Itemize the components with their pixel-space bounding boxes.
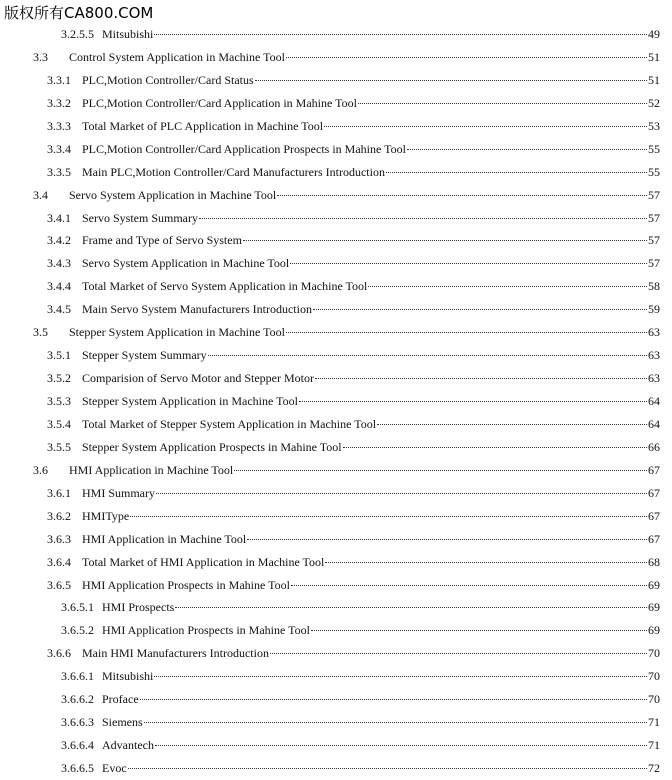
toc-entry[interactable]: [0, 321, 672, 344]
toc-entry[interactable]: [0, 184, 672, 207]
toc-page-number[interactable]: 57: [648, 210, 660, 225]
toc-section-number: 3.3.4: [47, 141, 71, 156]
toc-page-number[interactable]: 67: [648, 508, 660, 523]
toc-entry-line[interactable]: [47, 275, 660, 298]
toc-dot-leader: [290, 263, 647, 264]
toc-entry-line[interactable]: [47, 252, 660, 275]
toc-dot-leader: [140, 699, 647, 700]
toc-section-title[interactable]: Frame and Type of Servo System: [82, 233, 242, 248]
watermark: 版权所有CA800.COM: [4, 4, 154, 22]
toc-section-number: 3.6.5.2: [61, 623, 94, 638]
toc-dot-leader: [154, 34, 647, 35]
toc-section-title[interactable]: Stepper System Summary: [82, 348, 207, 363]
toc-dot-leader: [130, 516, 647, 517]
toc-entry-line[interactable]: [61, 757, 660, 780]
toc-entry-line[interactable]: [47, 138, 660, 161]
toc-page-number[interactable]: 51: [648, 72, 660, 87]
toc-dot-leader: [299, 401, 647, 402]
toc-entry-line[interactable]: [47, 69, 660, 92]
toc-entry[interactable]: [0, 298, 672, 321]
toc-entry[interactable]: [0, 138, 672, 161]
toc-entry[interactable]: [0, 252, 672, 275]
toc-dot-leader: [199, 218, 647, 219]
toc-entry-line[interactable]: [47, 551, 660, 574]
toc-section-title[interactable]: HMI Application in Machine Tool: [69, 462, 234, 477]
toc-dot-leader: [286, 332, 647, 333]
toc-section-number: 3.6.6.3: [61, 715, 94, 730]
toc-dot-leader: [234, 470, 647, 471]
toc-entry-line[interactable]: [47, 92, 660, 115]
toc-entry[interactable]: [0, 46, 672, 69]
toc-entry[interactable]: [0, 161, 672, 184]
toc-page-number[interactable]: 63: [648, 325, 660, 340]
toc-entry[interactable]: [0, 665, 672, 688]
toc-section-title[interactable]: Servo System Summary: [82, 210, 198, 225]
toc-dot-leader: [154, 676, 647, 677]
toc-page-number[interactable]: 67: [648, 531, 660, 546]
toc-entry-line[interactable]: [47, 642, 660, 665]
toc-dot-leader: [324, 126, 647, 127]
toc-section-title[interactable]: HMI Summary: [82, 485, 155, 500]
toc-dot-leader: [270, 653, 647, 654]
toc-section-number: 3.6.5.1: [61, 600, 94, 615]
toc-section-title[interactable]: PLC,Motion Controller/Card Status: [82, 72, 254, 87]
toc-dot-leader: [286, 57, 647, 58]
toc-page-number[interactable]: 69: [648, 600, 660, 615]
toc-page-number[interactable]: 57: [648, 256, 660, 271]
toc-section-title[interactable]: HMI Prospects: [102, 600, 175, 615]
toc-section-title[interactable]: PLC,Motion Controller/Card Application in Mahine Tool: [82, 95, 357, 110]
toc-dot-leader: [208, 355, 647, 356]
toc-entry-line[interactable]: [61, 619, 660, 642]
toc-page-number[interactable]: 69: [648, 623, 660, 638]
toc-section-title[interactable]: Total Market of HMI Application in Machine Tool: [82, 554, 325, 569]
toc-section-number: 3.4.3: [47, 256, 71, 271]
toc-page-number[interactable]: 63: [648, 371, 660, 386]
toc-section-number: 3.5.3: [47, 394, 71, 408]
toc-dot-leader: [128, 768, 647, 769]
toc-section-number: 3.4.5: [47, 302, 71, 317]
toc-page-number[interactable]: 69: [648, 577, 660, 592]
toc-entry-line[interactable]: [47, 298, 660, 321]
toc-dot-leader: [255, 80, 647, 81]
toc-page-number[interactable]: 72: [648, 761, 660, 775]
toc-section-title[interactable]: Evoc: [102, 761, 127, 775]
toc-entry-line[interactable]: [47, 115, 660, 138]
toc-section-title[interactable]: Main PLC,Motion Controller/Card Manufacturers Introduction: [82, 164, 385, 179]
toc-section-title[interactable]: Proface: [102, 692, 139, 707]
toc-page-number[interactable]: 68: [648, 554, 660, 569]
toc-page-number[interactable]: 57: [648, 233, 660, 248]
toc-page-number[interactable]: 67: [648, 485, 660, 500]
toc-section-title[interactable]: Total Market of Stepper System Application in Machine Tool: [82, 416, 377, 431]
toc-dot-leader: [311, 630, 647, 631]
toc-entry-line[interactable]: [47, 505, 660, 528]
toc-section-number: 3.3.3: [47, 118, 71, 133]
toc-entry[interactable]: [0, 367, 672, 390]
toc-entry[interactable]: [0, 528, 672, 551]
toc-section-title[interactable]: Comparision of Servo Motor and Stepper Motor: [82, 371, 314, 386]
toc-section-title[interactable]: Main Servo System Manufacturers Introduction: [82, 302, 312, 317]
toc-entry[interactable]: [0, 69, 672, 92]
toc-section-title[interactable]: HMI Application in Machine Tool: [82, 531, 247, 546]
toc-entry-line[interactable]: [61, 23, 660, 46]
toc-entry-line[interactable]: [61, 711, 660, 734]
toc-dot-leader: [247, 539, 647, 540]
toc-section-number: 3.3.5: [47, 164, 71, 179]
toc-page-number[interactable]: 55: [648, 164, 660, 179]
toc-section-number: 3.6.6.5: [61, 761, 94, 775]
toc-page-number[interactable]: 53: [648, 118, 660, 133]
toc-dot-leader: [155, 745, 647, 746]
toc-entry-line[interactable]: [47, 574, 660, 597]
toc-dot-leader: [386, 172, 647, 173]
toc-page-number[interactable]: 66: [648, 439, 660, 454]
toc-entry-line[interactable]: [47, 207, 660, 230]
toc-section-number: 3.6.6.4: [61, 738, 94, 753]
toc-entry-line[interactable]: [47, 528, 660, 551]
toc-section-number: 3.4.4: [47, 279, 71, 294]
toc-section-number: 3.2.5.5: [61, 27, 94, 41]
toc-entry[interactable]: [0, 734, 672, 757]
toc-entry-line[interactable]: [47, 482, 660, 505]
toc-entry[interactable]: [0, 482, 672, 505]
toc-dot-leader: [175, 607, 647, 608]
toc-section-title[interactable]: Stepper System Application in Machine Tool: [82, 394, 298, 408]
toc-dot-leader: [277, 195, 647, 196]
toc-page-number[interactable]: 67: [648, 462, 660, 477]
toc-section-number: 3.6.6.2: [61, 692, 94, 707]
toc-entry-line[interactable]: [47, 344, 660, 367]
toc-entry-line[interactable]: [47, 436, 660, 459]
toc-entry[interactable]: [0, 574, 672, 597]
toc-section-title[interactable]: PLC,Motion Controller/Card Application Prospects in Mahine Tool: [82, 141, 406, 156]
toc-page-number[interactable]: 63: [648, 348, 660, 363]
toc-section-number: 3.3.2: [47, 95, 71, 110]
toc-page-number[interactable]: 70: [648, 669, 660, 684]
toc-dot-leader: [343, 447, 647, 448]
toc-entry[interactable]: [0, 23, 672, 46]
toc-section-number: 3.4.2: [47, 233, 71, 248]
toc-section-number: 3.6.6.1: [61, 669, 94, 684]
toc-section-number: 3.3: [33, 49, 48, 64]
toc-page-number[interactable]: 55: [648, 141, 660, 156]
toc-section-title[interactable]: Total Market of PLC Application in Machine Tool: [82, 118, 324, 133]
toc-page-number[interactable]: 58: [648, 279, 660, 294]
toc-dot-leader: [315, 378, 647, 379]
toc-section-title[interactable]: Stepper System Application in Machine Tool: [69, 325, 285, 340]
toc-section-number: 3.5: [33, 325, 48, 340]
toc-entry[interactable]: [0, 551, 672, 574]
toc-dot-leader: [358, 103, 647, 104]
toc-page-number[interactable]: 70: [648, 646, 660, 661]
toc-entry[interactable]: [0, 390, 672, 413]
toc-section-title[interactable]: Main HMI Manufacturers Introduction: [82, 646, 269, 661]
toc-entry-line[interactable]: [61, 688, 660, 711]
toc-entry[interactable]: [0, 115, 672, 138]
toc-section-number: 3.6.4: [47, 554, 71, 569]
toc-section-title[interactable]: HMI Application Prospects in Mahine Tool: [82, 577, 290, 592]
table-of-contents: [0, 23, 672, 780]
toc-page-number[interactable]: 64: [648, 394, 660, 408]
toc-entry-line[interactable]: [33, 184, 660, 207]
toc-entry-line[interactable]: [61, 734, 660, 757]
toc-dot-leader: [407, 149, 647, 150]
toc-page-number[interactable]: 64: [648, 416, 660, 431]
toc-section-title[interactable]: Stepper System Application Prospects in Mahine Tool: [82, 439, 342, 454]
toc-page-number[interactable]: 59: [648, 302, 660, 317]
toc-section-number: 3.4.1: [47, 210, 71, 225]
toc-section-title[interactable]: Servo System Application in Machine Tool: [69, 187, 277, 202]
toc-section-number: 3.6.3: [47, 531, 71, 546]
toc-page-number[interactable]: 71: [648, 738, 660, 753]
toc-entry[interactable]: [0, 642, 672, 665]
toc-entry-line[interactable]: [47, 390, 660, 413]
toc-entry[interactable]: [0, 459, 672, 482]
toc-entry[interactable]: [0, 505, 672, 528]
toc-dot-leader: [144, 722, 647, 723]
toc-page-number[interactable]: 52: [648, 95, 660, 110]
toc-section-number: 3.3.1: [47, 72, 71, 87]
toc-page-number[interactable]: 71: [648, 715, 660, 730]
toc-dot-leader: [243, 240, 647, 241]
toc-entry[interactable]: [0, 229, 672, 252]
toc-section-title[interactable]: Control System Application in Machine Tool: [69, 49, 285, 64]
toc-page-number[interactable]: 70: [648, 692, 660, 707]
toc-page-number[interactable]: 57: [648, 187, 660, 202]
toc-dot-leader: [313, 309, 647, 310]
toc-dot-leader: [377, 424, 647, 425]
toc-section-title[interactable]: Total Market of Servo System Application in Machine Tool: [82, 279, 368, 294]
toc-entry[interactable]: [0, 275, 672, 298]
toc-section-title[interactable]: Advantech: [102, 738, 154, 753]
toc-entry-line[interactable]: [47, 413, 660, 436]
toc-section-title[interactable]: Mitsubishi: [102, 669, 154, 684]
toc-entry[interactable]: [0, 757, 672, 780]
toc-section-number: 3.5.5: [47, 439, 71, 454]
toc-section-title[interactable]: HMIType: [82, 508, 130, 523]
toc-page-number[interactable]: 51: [648, 49, 660, 64]
toc-section-number: 3.5.1: [47, 348, 71, 363]
toc-entry-line[interactable]: [61, 665, 660, 688]
toc-section-title[interactable]: HMI Application Prospects in Mahine Tool: [102, 623, 310, 638]
toc-dot-leader: [368, 286, 647, 287]
toc-entry-line[interactable]: [33, 46, 660, 69]
toc-section-number: 3.6.1: [47, 485, 71, 500]
toc-section-number: 3.6.2: [47, 508, 71, 523]
toc-section-title[interactable]: Siemens: [102, 715, 143, 730]
toc-section-number: 3.6: [33, 462, 48, 477]
toc-entry[interactable]: [0, 619, 672, 642]
toc-section-number: 3.5.4: [47, 416, 71, 431]
toc-entry[interactable]: [0, 688, 672, 711]
toc-entry[interactable]: [0, 344, 672, 367]
toc-dot-leader: [156, 493, 647, 494]
toc-entry[interactable]: [0, 207, 672, 230]
toc-entry[interactable]: [0, 92, 672, 115]
toc-entry-line[interactable]: [33, 321, 660, 344]
toc-entry-line[interactable]: [47, 229, 660, 252]
toc-entry-line[interactable]: [33, 459, 660, 482]
toc-entry[interactable]: [0, 711, 672, 734]
toc-section-number: 3.4: [33, 187, 48, 202]
toc-dot-leader: [325, 562, 647, 563]
toc-entry[interactable]: [0, 436, 672, 459]
toc-page-number[interactable]: 49: [648, 27, 660, 41]
toc-section-number: 3.6.6: [47, 646, 71, 661]
toc-entry[interactable]: [0, 596, 672, 619]
toc-entry[interactable]: [0, 413, 672, 436]
toc-entry-line[interactable]: [61, 596, 660, 619]
toc-section-title[interactable]: Servo System Application in Machine Tool: [82, 256, 290, 271]
toc-dot-leader: [291, 585, 647, 586]
toc-section-number: 3.6.5: [47, 577, 71, 592]
toc-entry-line[interactable]: [47, 161, 660, 184]
toc-entry-line[interactable]: [47, 367, 660, 390]
toc-section-title[interactable]: Mitsubishi: [102, 27, 154, 41]
toc-section-number: 3.5.2: [47, 371, 71, 386]
